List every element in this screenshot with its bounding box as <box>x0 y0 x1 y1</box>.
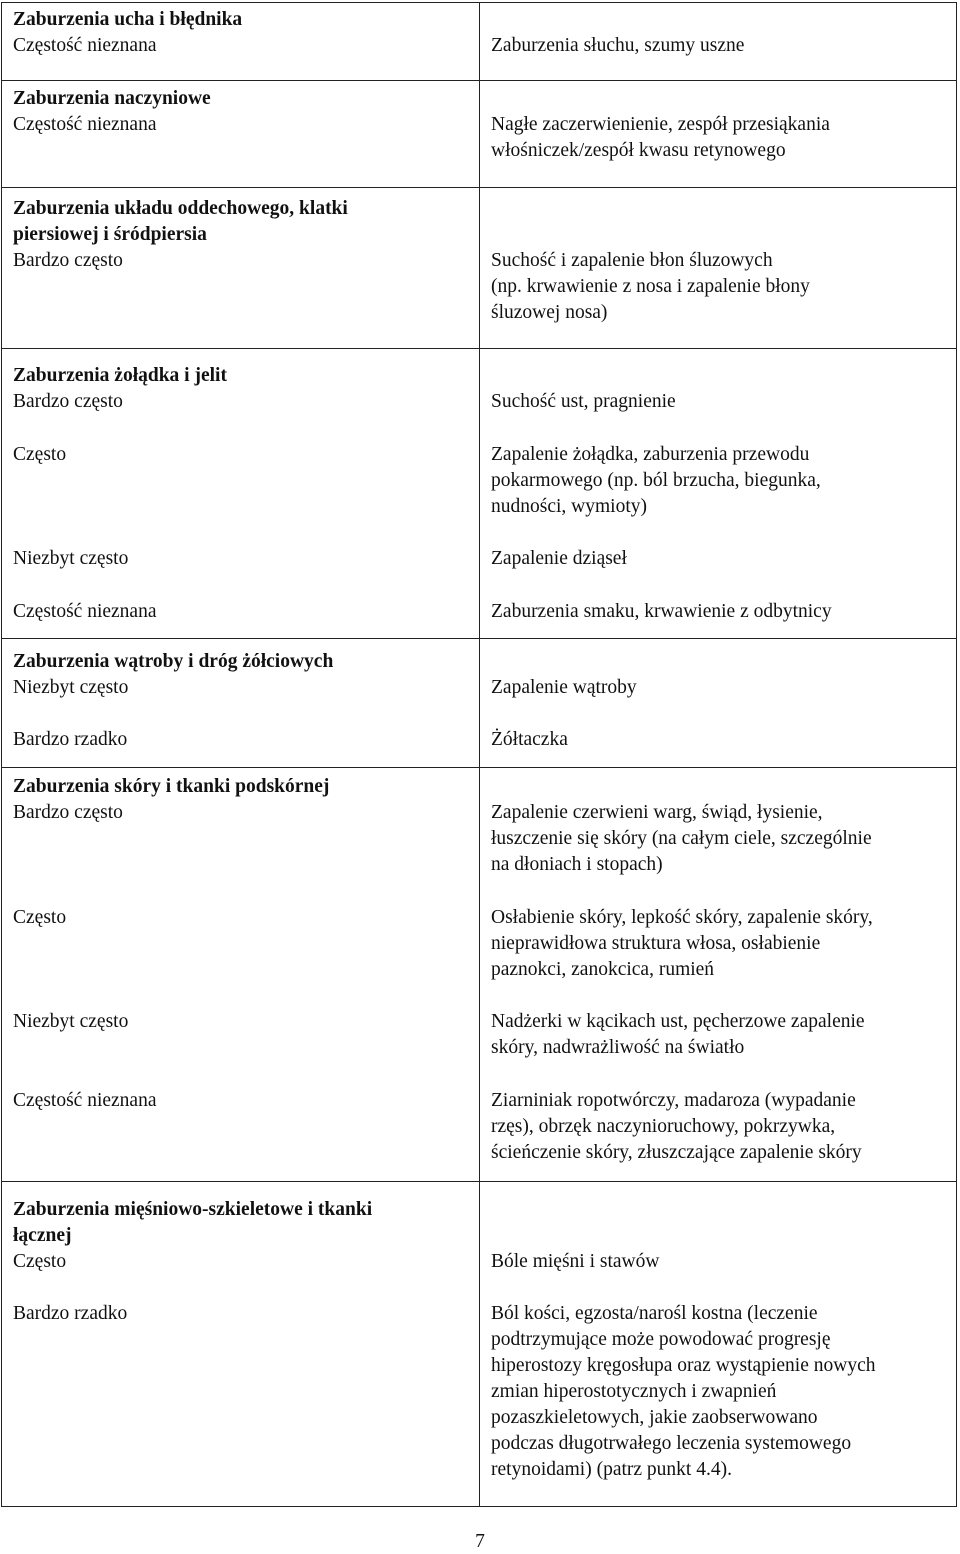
adverse-effect-text: zmian hiperostotycznych i zwapnień <box>491 1381 777 1402</box>
effects-cell <box>480 639 957 768</box>
adverse-effect-text: pozaszkieletowych, jakie zaobserwowano <box>491 1407 818 1428</box>
frequency-label: Bardzo często <box>13 250 123 271</box>
adverse-effect-text: nieprawidłowa struktura włosa, osłabienie <box>491 933 821 954</box>
adverse-effect-text: Zapalenie dziąseł <box>491 548 627 569</box>
organ-class-cell <box>2 81 480 188</box>
adverse-effect-text: podczas długotrwałego leczenia systemowego <box>491 1433 852 1454</box>
adverse-effect-text: pokarmowego (np. ból brzucha, biegunka, <box>491 470 821 491</box>
organ-class-heading: Zaburzenia naczyniowe <box>13 88 211 109</box>
frequency-label: Niezbyt często <box>13 548 129 569</box>
organ-class-heading: łącznej <box>13 1225 72 1246</box>
effects-cell <box>480 1182 957 1507</box>
adverse-effect-text: Osłabienie skóry, lepkość skóry, zapalenie skóry, <box>491 907 873 928</box>
frequency-label: Często <box>13 1251 67 1272</box>
table-row <box>2 3 957 81</box>
table-row <box>2 639 957 768</box>
organ-class-heading: Zaburzenia mięśniowo-szkieletowe i tkanki <box>13 1199 373 1220</box>
frequency-label: Częstość nieznana <box>13 1090 157 1111</box>
adverse-effect-text: Żółtaczka <box>491 729 568 750</box>
frequency-label: Niezbyt często <box>13 1011 129 1032</box>
table-row <box>2 81 957 188</box>
effects-cell <box>480 81 957 188</box>
adverse-effect-text: nudności, wymioty) <box>491 496 647 517</box>
frequency-label: Częstość nieznana <box>13 114 157 135</box>
organ-class-heading: Zaburzenia ucha i błędnika <box>13 9 243 30</box>
table-row <box>2 1182 957 1507</box>
organ-class-heading: Zaburzenia żołądka i jelit <box>13 365 227 386</box>
adverse-effect-text: skóry, nadwrażliwość na światło <box>491 1037 745 1058</box>
organ-class-heading: piersiowej i śródpiersia <box>13 224 207 245</box>
adverse-effect-text: Nadżerki w kącikach ust, pęcherzowe zapalenie <box>491 1011 865 1032</box>
adverse-effect-text: ścieńczenie skóry, złuszczające zapalenie skóry <box>491 1142 862 1163</box>
frequency-label: Częstość nieznana <box>13 35 157 56</box>
table-row <box>2 768 957 1182</box>
frequency-label: Bardzo często <box>13 391 123 412</box>
frequency-label: Często <box>13 444 67 465</box>
adverse-effect-text: włośniczek/zespół kwasu retynowego <box>491 140 786 161</box>
adverse-effect-text: Zaburzenia słuchu, szumy uszne <box>491 35 745 56</box>
adverse-effect-text: Zapalenie czerwieni warg, świąd, łysienie, <box>491 802 823 823</box>
adverse-effect-text: Suchość i zapalenie błon śluzowych <box>491 250 773 271</box>
organ-class-cell <box>2 3 480 81</box>
adverse-effect-text: Ból kości, egzosta/narośl kostna (leczenie <box>491 1303 818 1324</box>
effects-cell <box>480 3 957 81</box>
organ-class-heading: Zaburzenia wątroby i dróg żółciowych <box>13 651 334 672</box>
table-row <box>2 349 957 639</box>
effects-cell <box>480 188 957 349</box>
page-number: 7 <box>475 1531 485 1552</box>
adverse-effect-text: śluzowej nosa) <box>491 302 608 323</box>
frequency-label: Niezbyt często <box>13 677 129 698</box>
adverse-effect-text: Suchość ust, pragnienie <box>491 391 676 412</box>
adverse-effect-text: Zaburzenia smaku, krwawienie z odbytnicy <box>491 601 832 622</box>
adverse-effect-text: paznokci, zanokcica, rumień <box>491 959 715 980</box>
frequency-label: Bardzo rzadko <box>13 729 128 750</box>
adverse-effect-text: Bóle mięśni i stawów <box>491 1251 660 1272</box>
frequency-label: Częstość nieznana <box>13 601 157 622</box>
adverse-effect-text: Zapalenie wątroby <box>491 677 637 698</box>
frequency-label: Często <box>13 907 67 928</box>
effects-cell <box>480 768 957 1182</box>
adverse-effects-table <box>1 2 957 1507</box>
frequency-label: Bardzo rzadko <box>13 1303 128 1324</box>
adverse-effect-text: (np. krwawienie z nosa i zapalenie błony <box>491 276 810 297</box>
adverse-effect-text: Nagłe zaczerwienienie, zespół przesiąkania <box>491 114 830 135</box>
organ-class-heading: Zaburzenia układu oddechowego, klatki <box>13 198 348 219</box>
adverse-effect-text: łuszczenie się skóry (na całym ciele, szczególnie <box>491 828 872 849</box>
organ-class-cell <box>2 349 480 639</box>
organ-class-cell <box>2 639 480 768</box>
adverse-effect-text: retynoidami) (patrz punkt 4.4). <box>491 1459 732 1480</box>
frequency-label: Bardzo często <box>13 802 123 823</box>
organ-class-cell <box>2 768 480 1182</box>
adverse-effect-text: Zapalenie żołądka, zaburzenia przewodu <box>491 444 810 465</box>
organ-class-cell <box>2 1182 480 1507</box>
adverse-effect-text: podtrzymujące może powodować progresję <box>491 1329 831 1350</box>
table-row <box>2 188 957 349</box>
adverse-effect-text: na dłoniach i stopach) <box>491 854 663 875</box>
adverse-effect-text: rzęs), obrzęk naczynioruchowy, pokrzywka, <box>491 1116 836 1137</box>
effects-cell <box>480 349 957 639</box>
adverse-effect-text: Ziarniniak ropotwórczy, madaroza (wypadanie <box>491 1090 856 1111</box>
adverse-effect-text: hiperostozy kręgosłupa oraz wystąpienie nowych <box>491 1355 876 1376</box>
organ-class-cell <box>2 188 480 349</box>
organ-class-heading: Zaburzenia skóry i tkanki podskórnej <box>13 776 330 797</box>
